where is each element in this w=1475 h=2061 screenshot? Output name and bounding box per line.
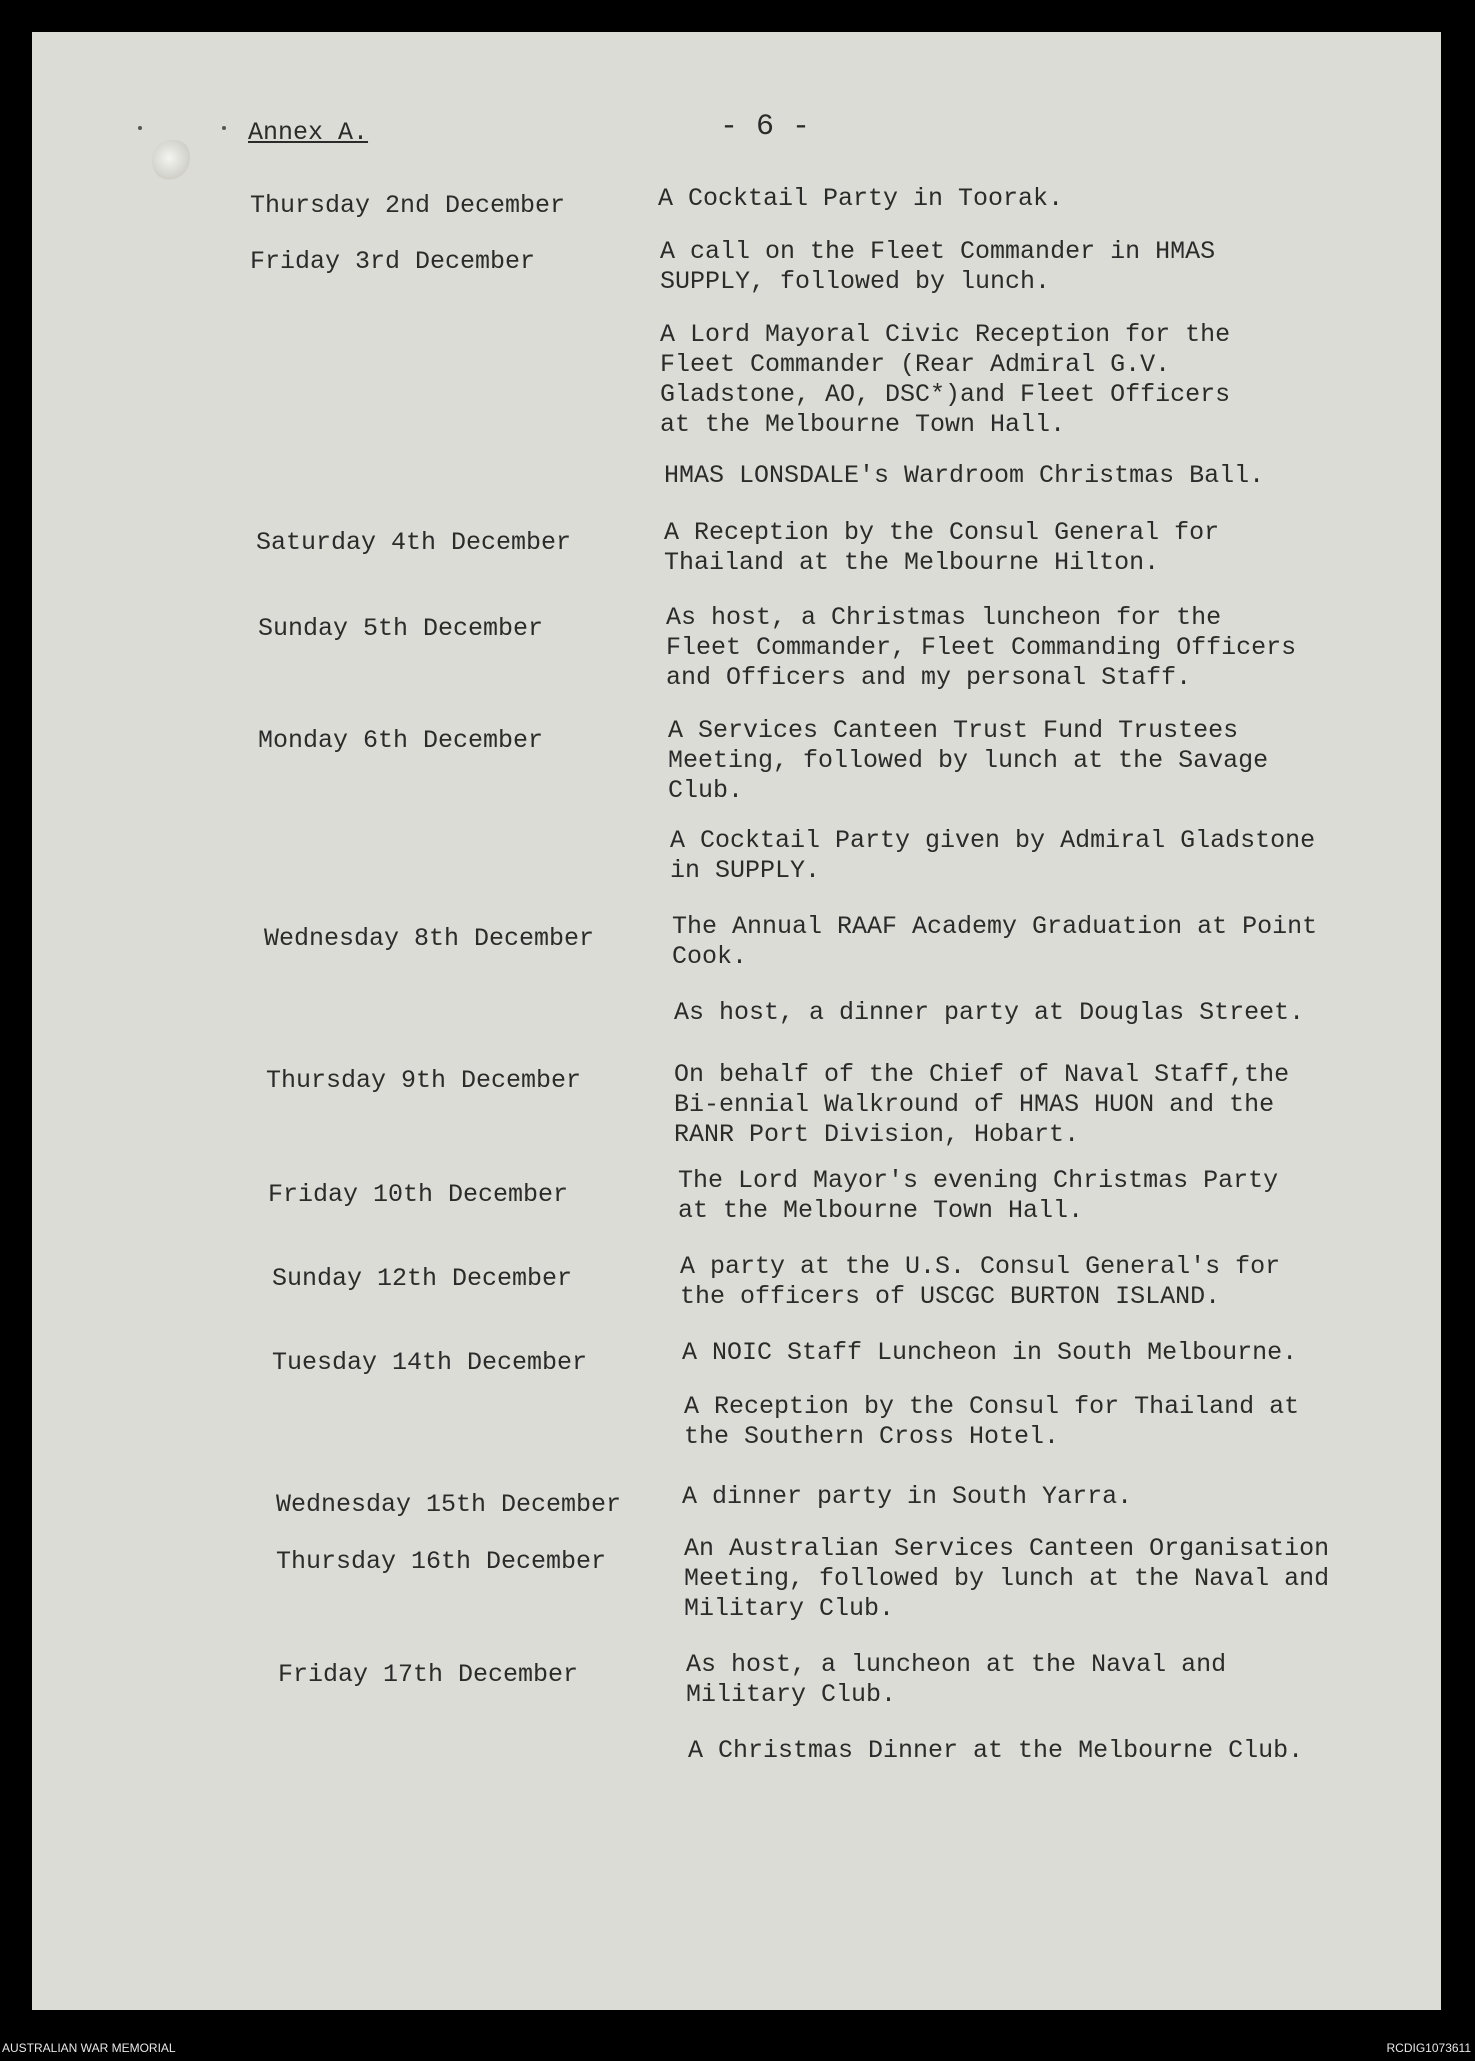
entry-date: Friday 3rd December	[250, 247, 536, 276]
entry-event: On behalf of the Chief of Naval Staff,the Bi-ennial Walkround of HMAS HUON and the RANR Port Division, Hobart.	[674, 1060, 1290, 1149]
footer-id: RCDIG1073611	[1386, 2041, 1471, 2055]
entry-event: HMAS LONSDALE's Wardroom Christmas Ball.	[664, 461, 1265, 490]
entry-date: Tuesday 14th December	[272, 1348, 588, 1377]
entry-event: A Cocktail Party in Toorak.	[658, 184, 1064, 213]
entry-date: Friday 17th December	[278, 1660, 579, 1689]
entry-event: A Reception by the Consul General for Thailand at the Melbourne Hilton.	[664, 518, 1220, 577]
entry-date: Saturday 4th December	[256, 528, 572, 557]
entry-event: A Reception by the Consul for Thailand at the Southern Cross Hotel.	[684, 1392, 1300, 1451]
entry-event: A Lord Mayoral Civic Reception for the Fleet Commander (Rear Admiral G.V. Gladstone, AO, DSC*)and Fleet Officers at the Melbourne Town Hall.	[660, 320, 1231, 439]
entry-event: An Australian Services Canteen Organisation Meeting, followed by lunch at the Naval and Military Club.	[684, 1534, 1330, 1623]
page-number: - 6 -	[720, 110, 811, 144]
entry-date: Sunday 5th December	[258, 614, 544, 643]
entry-event: The Lord Mayor's evening Christmas Party at the Melbourne Town Hall.	[678, 1166, 1279, 1225]
entry-event: As host, a Christmas luncheon for the Fleet Commander, Fleet Commanding Officers and Officers and my personal Staff.	[666, 603, 1297, 692]
entry-event: A NOIC Staff Luncheon in South Melbourne.	[682, 1338, 1298, 1367]
entry-date: Monday 6th December	[258, 726, 544, 755]
paper-speck	[222, 126, 226, 130]
entry-event: A Services Canteen Trust Fund Trustees Meeting, followed by lunch at the Savage Club.	[668, 716, 1269, 805]
annex-label: Annex A.	[248, 118, 369, 147]
entry-date: Wednesday 8th December	[264, 924, 595, 953]
entry-event: A dinner party in South Yarra.	[682, 1482, 1133, 1511]
entry-date: Thursday 2nd December	[250, 191, 566, 220]
entry-event: A Cocktail Party given by Admiral Gladstone in SUPPLY.	[670, 826, 1316, 885]
entry-date: Sunday 12th December	[272, 1264, 573, 1293]
paper-speck	[138, 126, 142, 130]
footer-credit: AUSTRALIAN WAR MEMORIAL	[2, 2041, 176, 2055]
entry-event: The Annual RAAF Academy Graduation at Point Cook.	[672, 912, 1318, 971]
entry-event: A call on the Fleet Commander in HMAS SUPPLY, followed by lunch.	[660, 237, 1216, 296]
entry-date: Wednesday 15th December	[276, 1490, 622, 1519]
entry-date: Friday 10th December	[268, 1180, 569, 1209]
entry-event: A Christmas Dinner at the Melbourne Club.	[688, 1736, 1304, 1765]
entry-event: A party at the U.S. Consul General's for the officers of USCGC BURTON ISLAND.	[680, 1252, 1281, 1311]
entry-event: As host, a luncheon at the Naval and Military Club.	[686, 1650, 1227, 1709]
entry-date: Thursday 16th December	[276, 1547, 607, 1576]
entry-event: As host, a dinner party at Douglas Street.	[674, 998, 1305, 1027]
entry-date: Thursday 9th December	[266, 1066, 582, 1095]
